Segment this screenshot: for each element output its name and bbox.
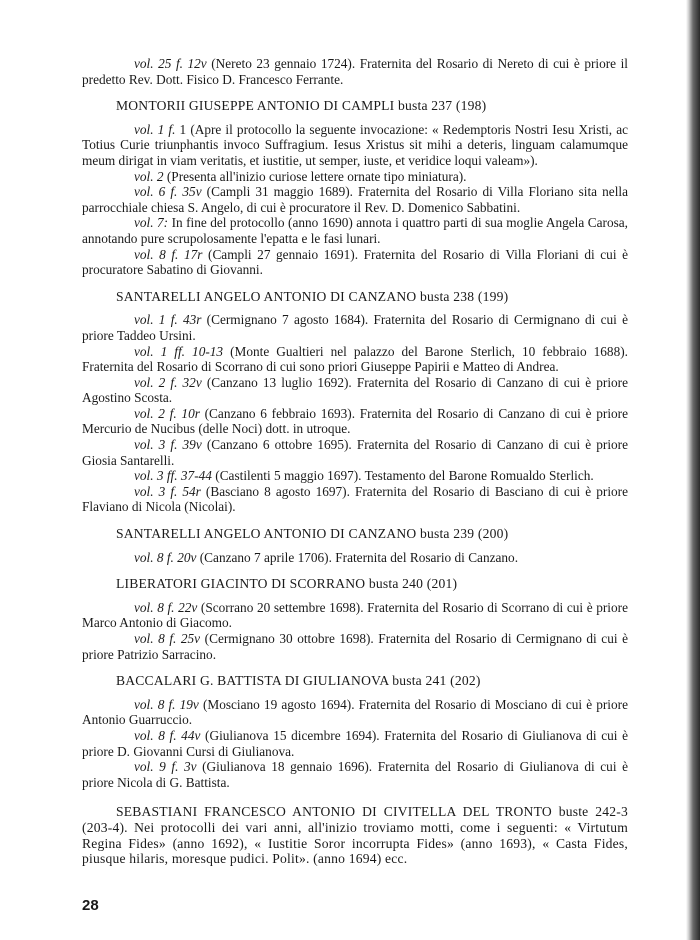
page-edge-shadow: [686, 0, 700, 940]
entry-paragraph: [82, 247, 628, 278]
entry-text: (Canzano 6 ottobre 1695). Fraternita del Rosario di Canzano di cui è priore Giosia Santarelli.: [82, 437, 628, 468]
entry-text: (Mosciano 19 agosto 1694). Fraternita del Rosario di Mosciano di cui è priore Antonio Guarruccio.: [82, 696, 628, 728]
volume-reference: vol. 3 f. 39v: [134, 437, 202, 453]
entry-text: (Canzano 7 aprile 1706). Fraternita del Rosario di Canzano.: [196, 549, 519, 565]
entry-text: (Campli 31 maggio 1689). Fraternita del Rosario di Villa Floriano sita nella parrocchiale chiesa S. Angelo, di cui è procuratore il Rev. D. Domenico Sabbatini.: [82, 184, 628, 215]
entry-text: (Canzano 6 febbraio 1693). Fraternita del Rosario di Canzano di cui è priore Mercurio de Nucibus (delle Noci) dott. in utroque.: [82, 405, 628, 437]
entry-paragraph: [82, 344, 628, 375]
entry-paragraph: [82, 169, 628, 185]
section-heading-paragraph: SEBASTIANI FRANCESCO ANTONIO DI CIVITELLA DEL TRONTO buste 242-3 (203-4). Nei protocolli dei vari anni, all'inizio troviamo motti, come i seguenti: « Virtutum Regina Fides» (anno 1692), « Iustitie Soror incorrupta Fides» (anno 1693), « Casta Fides, piusque hilaris, moresque pudici. Polit». (anno 1694) ecc.: [82, 804, 628, 867]
entry-paragraph: [82, 631, 628, 662]
volume-reference: vol. 7:: [134, 215, 169, 231]
entry-paragraph: [82, 406, 628, 437]
volume-reference: vol. 8 f. 17r: [134, 246, 203, 262]
volume-reference: vol. 1 f. 43r: [134, 312, 202, 328]
entry-text: In fine del protocollo (anno 1690) annota i quattro parti di sua moglie Angela Carosa, annotando pure scrupolosamente l'epatta e le fasi lunari.: [82, 215, 628, 246]
entry-paragraph: [82, 56, 628, 87]
section-heading: SANTARELLI ANGELO ANTONIO DI CANZANO busta 239 (200): [116, 526, 509, 542]
volume-reference: vol. 3 ff. 37-44: [134, 468, 212, 484]
entry-text: (Giulianova 15 dicembre 1694). Fraternita del Rosario di Giulianova di cui è priore D. Giovanni Cursi di Giulianova.: [82, 727, 628, 759]
volume-reference: vol. 8 f. 20v: [134, 549, 197, 565]
entry-text: (Presenta all'inizio curiose lettere ornate tipo miniatura).: [163, 168, 467, 184]
entry-paragraph: [82, 759, 628, 790]
volume-reference: vol. 9 f. 3v: [134, 759, 197, 775]
entry-paragraph: [82, 184, 628, 215]
entry-paragraph: [82, 375, 628, 406]
entry-text: (Cermignano 7 agosto 1684). Fraternita del Rosario di Cermignano di cui è priore Taddeo Ursini.: [82, 312, 628, 343]
volume-reference: vol. 6 f. 35v: [134, 184, 202, 200]
entry-paragraph: [82, 550, 628, 566]
entry-paragraph: [82, 468, 628, 484]
entry-text: (Basciano 8 agosto 1697). Fraternita del Rosario di Basciano di cui è priore Flaviano di Nicola (Nicolai).: [82, 483, 628, 515]
entry-paragraph: [82, 122, 628, 169]
entry-paragraph: [82, 484, 628, 515]
entry-text: (Nereto 23 gennaio 1724). Fraternita del Rosario di Nereto di cui è priore il predetto Rev. Dott. Fisico D. Francesco Ferrante.: [82, 56, 628, 87]
entry-text: (Cermignano 30 ottobre 1698). Fraternita del Rosario di Cermignano di cui è priore Patrizio Sarracino.: [82, 631, 628, 662]
entry-text: (Campli 27 gennaio 1691). Fraternita del Rosario di Villa Floriani di cui è procuratore Sabatino di Giovanni.: [82, 246, 628, 278]
entry-paragraph: [82, 600, 628, 631]
section-heading: LIBERATORI GIACINTO DI SCORRANO busta 240 (201): [116, 576, 458, 592]
section-heading: MONTORII GIUSEPPE ANTONIO DI CAMPLI busta 237 (198): [116, 98, 487, 114]
volume-reference: vol. 2: [134, 168, 164, 184]
volume-reference: vol. 8 f. 22v: [134, 599, 198, 615]
entry-text: (Monte Gualtieri nel palazzo del Barone Sterlich, 10 febbraio 1688). Fraternita del Rosario di Scorrano di cui sono priori Giuseppe Papirii e Matteo di Andrea.: [82, 343, 628, 375]
volume-reference: vol. 25 f. 12v: [134, 56, 207, 71]
document-body: [82, 56, 628, 867]
entry-paragraph: [82, 437, 628, 468]
volume-reference: vol. 8 f. 25v: [134, 631, 201, 646]
section-heading: BACCALARI G. BATTISTA DI GIULIANOVA busta 241 (202): [116, 673, 481, 689]
entry-paragraph: [82, 697, 628, 728]
section-heading: SANTARELLI ANGELO ANTONIO DI CANZANO busta 238 (199): [116, 288, 509, 304]
page-number: 28: [82, 897, 99, 914]
entry-text: (Canzano 13 luglio 1692). Fraternita del Rosario di Canzano di cui è priore Agostino Scosta.: [82, 374, 628, 406]
entry-text: 1 (Apre il protocollo la seguente invocazione: « Redemptoris Nostri Iesu Xristi, ac Totius Curie triunphantis invoco Suffragium. Iesus Xristus sit mihi a deteris, linguam calamumque meum dirigat in viam veritatis, et iustitie, ut semper, iuste, et veridice loqui valeam»).: [82, 121, 628, 168]
entry-paragraph: [82, 215, 628, 246]
entry-text: (Giulianova 18 gennaio 1696). Fraternita del Rosario di Giulianova di cui è priore Nicola di G. Battista.: [82, 759, 628, 790]
volume-reference: vol. 8 f. 44v: [134, 727, 201, 743]
entry-text: (Scorrano 20 settembre 1698). Fraternita del Rosario di Scorrano di cui è priore Marco Antonio di Giacomo.: [82, 599, 628, 631]
volume-reference: vol. 3 f. 54r: [134, 483, 201, 499]
volume-reference: vol. 2 f. 32v: [134, 374, 202, 390]
volume-reference: vol. 1 ff. 10-13: [134, 343, 224, 359]
entry-paragraph: [82, 312, 628, 343]
volume-reference: vol. 8 f. 19v: [134, 696, 199, 712]
entry-paragraph: [82, 728, 628, 759]
volume-reference: vol. 1 f.: [134, 121, 176, 137]
entry-text: (Castilenti 5 maggio 1697). Testamento del Barone Romualdo Sterlich.: [211, 468, 594, 484]
volume-reference: vol. 2 f. 10r: [134, 405, 200, 421]
